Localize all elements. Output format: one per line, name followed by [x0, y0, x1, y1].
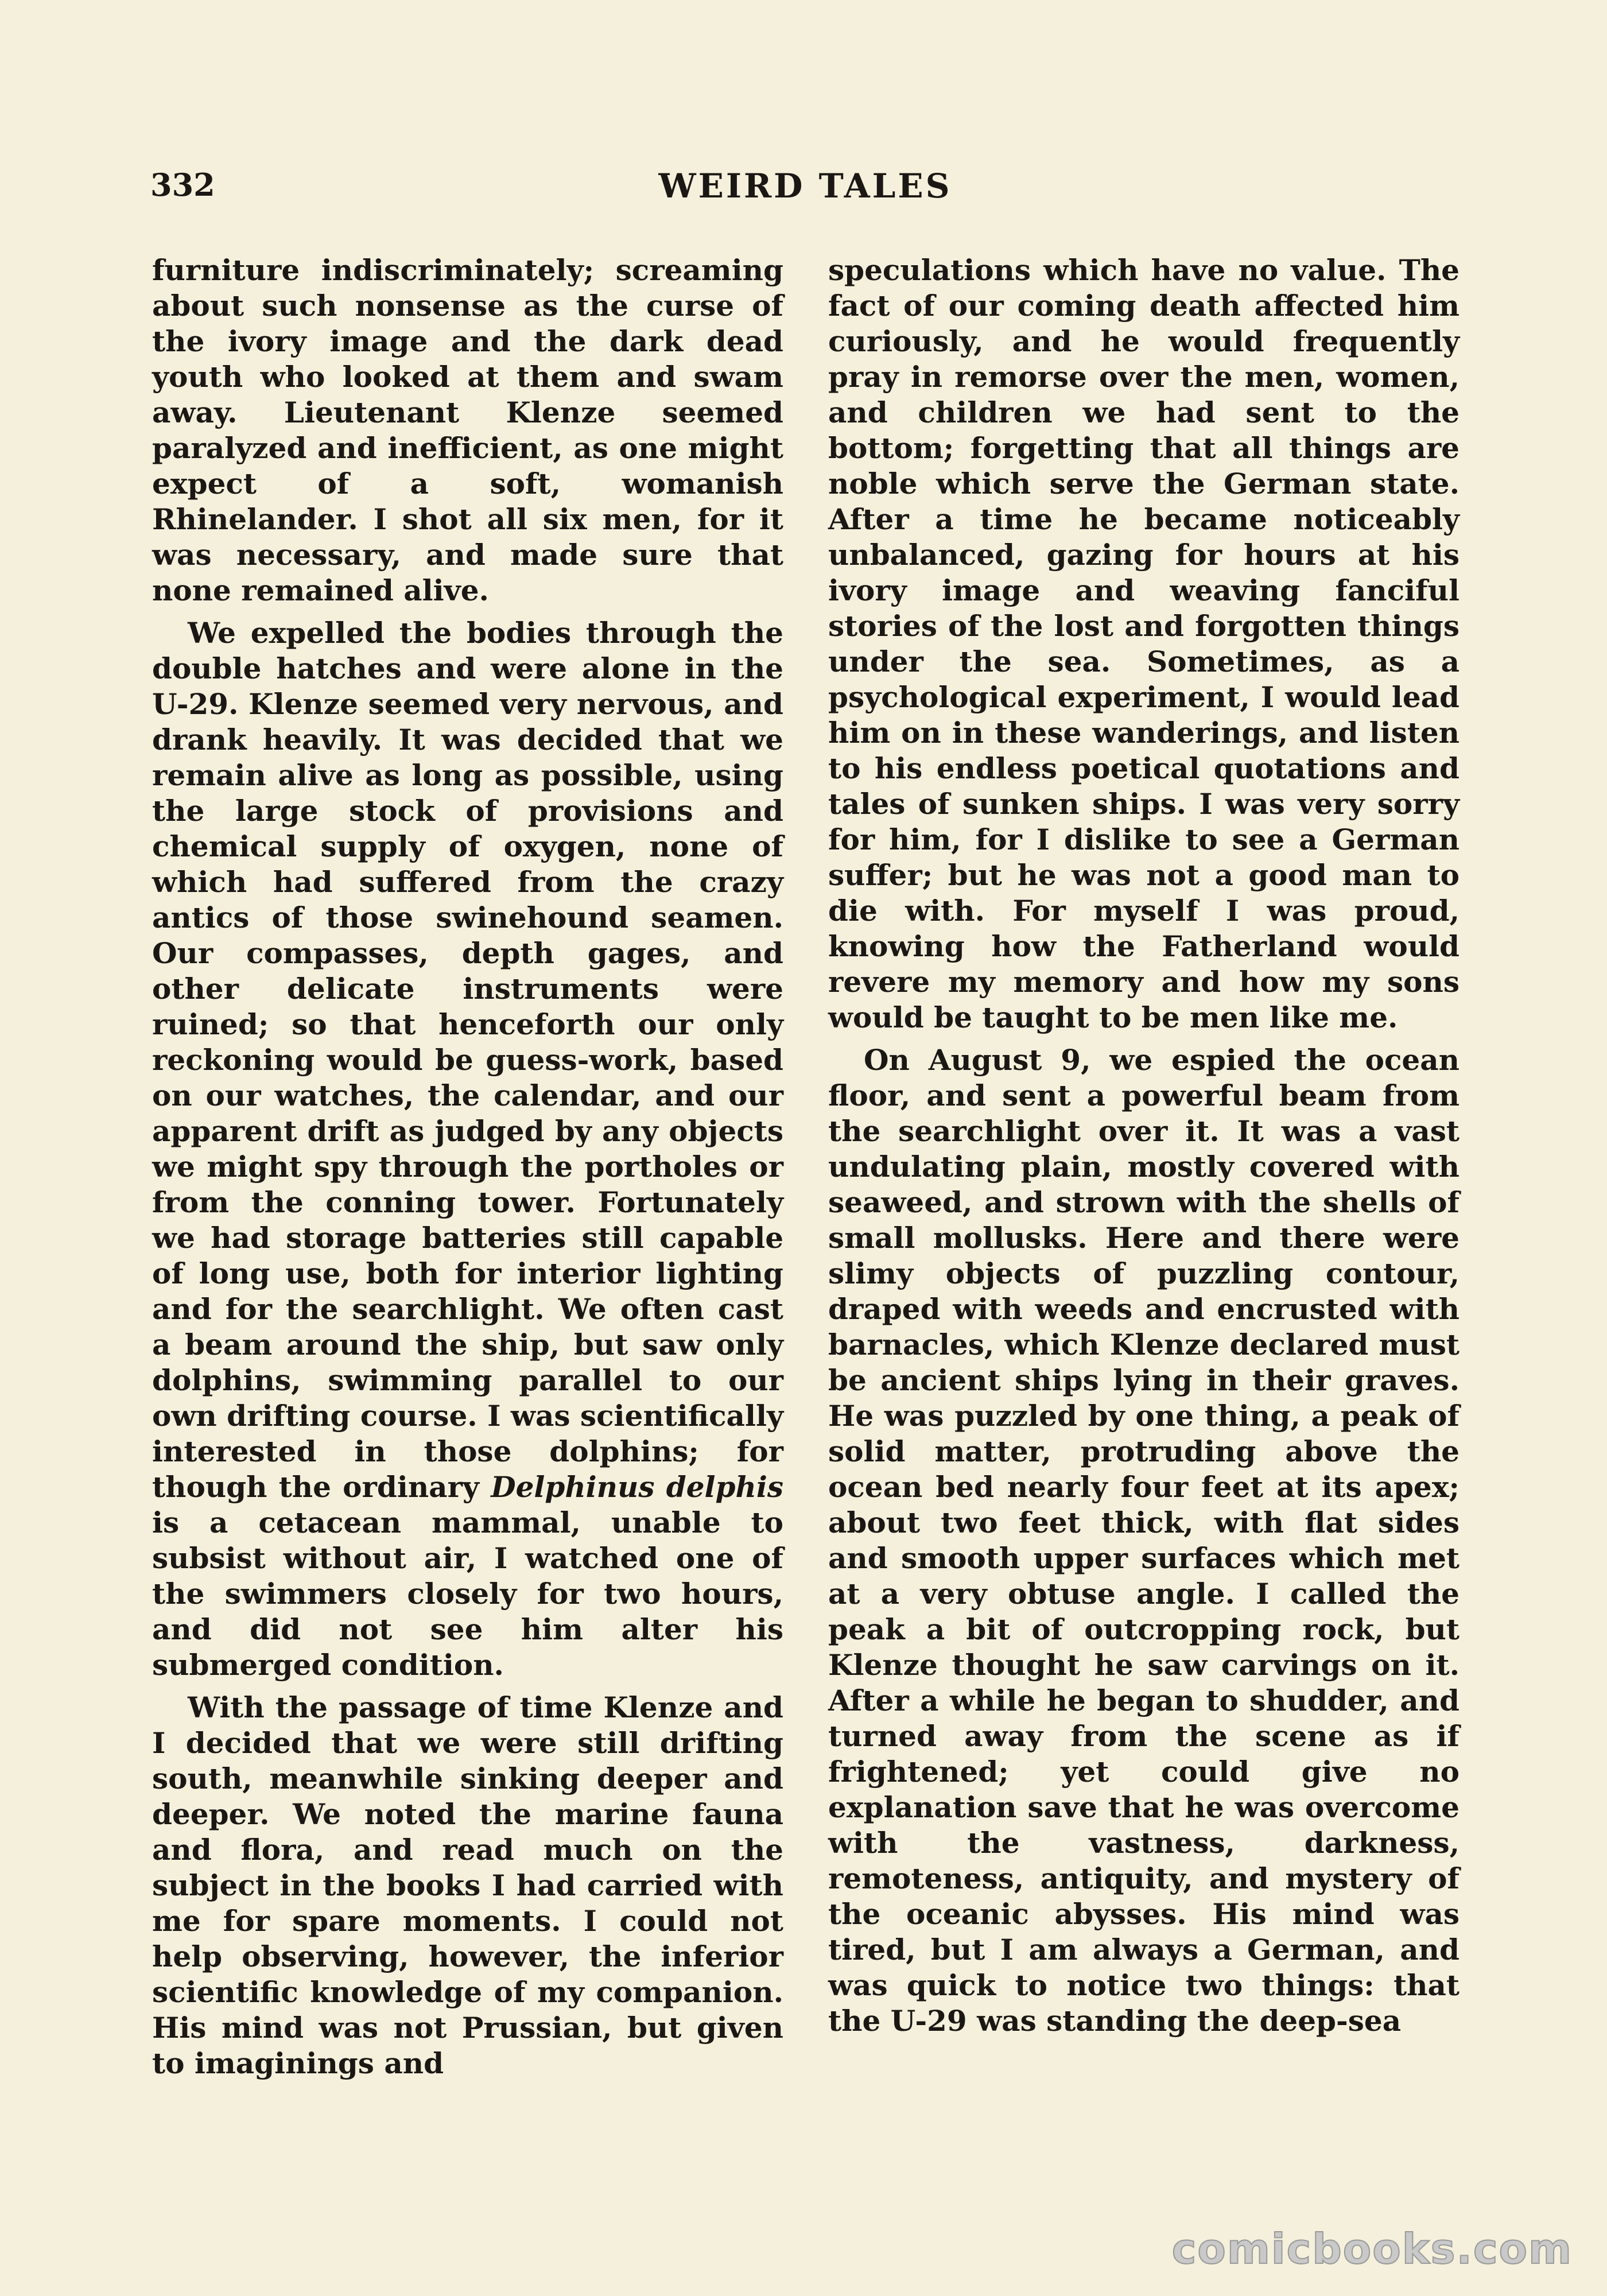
left-column	[152, 253, 783, 2088]
paragraph-text: We expelled the bodies through the double hatches and were alone in the U-29. Klenze seemed very nervous, and drank heavily. It was decided that we remain alive as long as possible, using the large stock of provisions and chemical supply of oxygen, none of which had suffered from the crazy antics of those swinehound seamen. Our compasses, depth gages, and other delicate instruments were ruined; so that henceforth our only reckoning would be guess-work, based on our watches, the calendar, and our apparent drift as judged by any objects we might spy through the portholes or from the conning tower. Fortunately we had storage batteries still capable of long use, both for interior lighting and for the searchlight. We often cast a beam around the ship, but saw only dolphins, swimming parallel to our own drifting course. I was scientifically interested in those dolphins; for though the ordinary	[152, 616, 783, 1504]
species-name: Delphinus delphis	[491, 1470, 783, 1504]
right-column	[828, 253, 1460, 2046]
page-number: 332	[150, 166, 215, 203]
paragraph: On August 9, we espied the ocean floor, and sent a powerful beam from the searchlight over it. It was a vast undulating plain, mostly covered with seaweed, and strown with the shells of small mollusks. Here and there were slimy objects of puzzling contour, draped with weeds and encrusted with barnacles, which Klenze declared must be ancient ships lying in their graves. He was puzzled by one thing, a peak of solid matter, protruding above the ocean bed nearly four feet at its apex; about two feet thick, with flat sides and smooth upper surfaces which met at a very obtuse angle. I called the peak a bit of outcropping rock, but Klenze thought he saw carvings on it. After a while he began to shudder, and turned away from the scene as if frightened; yet could give no explanation save that he was overcome with the vastness, darkness, remoteness, antiquity, and mystery of the oceanic abysses. His mind was tired, but I am always a German, and was quick to notice two things: that the U-29 was standing the deep-sea	[828, 1043, 1460, 2038]
paragraph	[152, 615, 783, 1683]
watermark: comicbooks.com	[1171, 2225, 1573, 2273]
paragraph: speculations which have no value. The fact of our coming death affected him curiously, and he would frequently pray in remorse over the men, women, and children we had sent to the bottom; forgetting that all things are noble which serve the German state. After a time he became noticeably unbalanced, gazing for hours at his ivory image and weaving fanciful stories of the lost and forgotten things under the sea. Sometimes, as a psychological experiment, I would lead him on in these wanderings, and listen to his endless poetical quotations and tales of sunken ships. I was very sorry for him, for I dislike to see a German suffer; but he was not a good man to die with. For myself I was proud, knowing how the Fatherland would revere my memory and how my sons would be taught to be men like me.	[828, 253, 1460, 1034]
paragraph: furniture indiscriminately; screaming about such nonsense as the curse of the ivory image and the dark dead youth who looked at them and swam away. Lieutenant Klenze seemed paralyzed and inefficient, as one might expect of a soft, womanish Rhinelander. I shot all six men, for it was necessary, and made sure that none remained alive.	[152, 253, 783, 607]
paragraph-text: is a cetacean mammal, unable to subsist without air, I watched one of the swimmers closely for two hours, and did not see him alter his submerged condition.	[152, 1506, 783, 1682]
page-header	[150, 166, 1460, 218]
running-title: WEIRD TALES	[658, 166, 952, 205]
paragraph: With the passage of time Klenze and I decided that we were still drifting south, meanwhile sinking deeper and deeper. We noted the marine fauna and flora, and read much on the subject in the books I had carried with me for spare moments. I could not help observing, however, the inferior scientific knowledge of my companion. His mind was not Prussian, but given to imaginings and	[152, 1690, 783, 2080]
